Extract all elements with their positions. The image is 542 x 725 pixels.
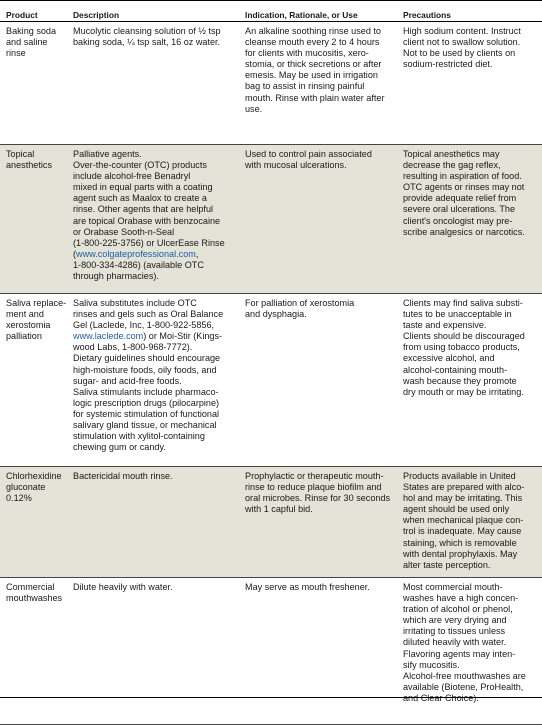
table-row <box>0 22 542 145</box>
cell-precautions <box>400 294 542 466</box>
cell-description <box>70 467 242 577</box>
cell-line: client not to swallow solution. <box>403 37 521 48</box>
cell-line: trol is inadequate. May cause <box>403 526 522 537</box>
cell-line: Commercial <box>6 582 55 592</box>
table-row <box>0 145 542 294</box>
header-indication: Indication, Rationale, or Use <box>245 10 358 20</box>
cell-line: excessive alcohol, and <box>403 353 495 364</box>
cell-line: use. <box>245 103 263 114</box>
cell-line: Products available in United <box>403 471 516 481</box>
cell-precautions <box>400 467 542 577</box>
cell-line: provide adequate relief from <box>403 193 517 204</box>
cell-precautions <box>400 22 542 144</box>
cell-indication <box>242 22 400 144</box>
cell-line: For palliation of xerostomia <box>245 298 355 308</box>
cell-line: available (Biotene, ProHealth, <box>403 681 524 692</box>
cell-line: Gel (Laclede, Inc, 1-800-922-5856, <box>73 320 215 331</box>
cell-line: Palliative agents. <box>73 149 142 159</box>
cell-line: 1-800-334-4286) (available OTC <box>73 259 204 270</box>
cell-line: mouthwashes <box>6 593 63 604</box>
cell-line: sugar- and acid-free foods. <box>73 375 182 386</box>
cell-line: Over-the-counter (OTC) products <box>73 160 207 171</box>
cell-line: scribe analgesics or narcotics. <box>403 226 525 237</box>
table-header <box>0 1 542 22</box>
cell-line: resulting in aspiration of food. <box>403 171 522 182</box>
header-precautions: Precautions <box>403 10 451 20</box>
cell-product <box>0 294 70 466</box>
cell-line: and saline <box>6 37 48 48</box>
cell-description <box>70 578 242 724</box>
cell-line: diluted heavily with water. <box>403 637 507 648</box>
cell-line: 0.12% <box>6 493 32 504</box>
cell-line: agent should be used only <box>403 504 510 515</box>
cell-line: May serve as mouth freshener. <box>245 582 370 592</box>
cell-line: Saliva replace- <box>6 298 67 308</box>
cell-line: are topical Orabase with benzocaine <box>73 215 221 226</box>
cell-line: Baking soda <box>6 26 57 36</box>
cell-line: and Clear Choice). <box>403 692 479 703</box>
cell-line: cleanse mouth every 2 to 4 hours <box>245 37 380 48</box>
cell-line: Bactericidal mouth rinse. <box>73 471 173 481</box>
cell-line: High sodium content. Instruct <box>403 26 521 36</box>
cell-line: mixed in equal parts with a coating <box>73 182 213 193</box>
cell-line: decrease the gag reflex, <box>403 160 501 171</box>
cell-line: or Orabase Sooth-n-Seal <box>73 226 175 237</box>
website-link[interactable]: www.colgateprofessional.com <box>76 248 196 259</box>
cell-indication <box>242 145 400 293</box>
cell-product <box>0 22 70 144</box>
website-link[interactable]: www.laclede.com <box>73 331 144 342</box>
cell-line: salivary gland tissue, or mechanical <box>73 420 217 431</box>
cell-line: include alcohol-free Benadryl <box>73 171 191 182</box>
cell-line: oral microbes. Rinse for 30 seconds <box>245 493 391 504</box>
cell-line: client's oncologist may pre- <box>403 215 513 226</box>
cell-line: logic prescription drugs (pilocarpine) <box>73 397 220 408</box>
cell-line: irritating to tissues unless <box>403 626 506 637</box>
cell-line: Topical anesthetics may <box>403 149 500 159</box>
cell-line: baking soda, ¼ tsp salt, 16 oz water. <box>73 37 221 48</box>
cell-product <box>0 467 70 577</box>
table-row <box>0 578 542 725</box>
table-row <box>0 467 542 578</box>
cell-line: agent such as Maalox to create a <box>73 193 207 204</box>
cell-line: States are prepared with alco- <box>403 482 525 493</box>
cell-line: emesis. May be used in irrigation <box>245 70 378 81</box>
cell-line: Prophylactic or therapeutic mouth- <box>245 471 384 481</box>
cell-line: ment and <box>6 309 44 320</box>
cell-line: which are very drying and <box>403 615 507 626</box>
cell-line: Flavoring agents may inten- <box>403 648 516 659</box>
cell-line: (1-800-225-3756) or UlcerEase Rinse <box>73 237 225 248</box>
cell-line: when mechanical plaque con- <box>403 515 524 526</box>
cell-line: Alcohol-free mouthwashes are <box>403 670 526 681</box>
cell-indication <box>242 467 400 577</box>
cell-line: for clients with mucositis, xero- <box>245 48 369 59</box>
cell-line: Not to be used by clients on <box>403 48 516 59</box>
cell-line: washes have a high concen- <box>403 593 519 604</box>
table-row <box>0 294 542 467</box>
cell-line <box>73 331 239 342</box>
cell-line: chewing gum or candy. <box>73 442 166 453</box>
cell-product <box>0 578 70 724</box>
cell-line: Used to control pain associated <box>245 149 372 159</box>
cell-description <box>70 22 242 144</box>
cell-line: wash because they promote <box>403 375 517 386</box>
cell-line: stomia, or thick secretions or after <box>245 59 382 70</box>
cell-line: for systemic stimulation of functional <box>73 408 220 419</box>
cell-line: sify mucositis. <box>403 659 460 670</box>
cell-line: taste and expensive. <box>403 320 487 331</box>
cell-description <box>70 145 242 293</box>
cell-line: rinse. Other agents that are helpful <box>73 204 214 215</box>
cell-product <box>0 145 70 293</box>
cell-precautions <box>400 145 542 293</box>
cell-line: Chlorhexidine <box>6 471 62 481</box>
cell-description <box>70 294 242 466</box>
cell-line: staining, which is removable <box>403 537 517 548</box>
line-text: ( <box>73 248 77 259</box>
cell-line: sodium-restricted diet. <box>403 59 493 70</box>
cell-line: palliation <box>6 331 42 342</box>
cell-line: Dilute heavily with water. <box>73 582 173 592</box>
header-description: Description <box>73 10 120 20</box>
cell-line: hol and may be irritating. This <box>403 493 523 504</box>
cell-line: Dietary guidelines should encourage <box>73 353 221 364</box>
cell-line: with 1 capful bid. <box>245 504 313 515</box>
cell-line: mouth. Rinse with plain water after <box>245 92 385 103</box>
cell-line: OTC agents or rinses may not <box>403 182 525 193</box>
cell-line: alter taste perception. <box>403 559 491 570</box>
cell-line: alcohol-containing mouth- <box>403 364 508 375</box>
cell-line: tutes to be unacceptable in <box>403 309 512 320</box>
cell-line: stimulation with xylitol-containing <box>73 431 205 442</box>
cell-line: xerostomia <box>6 320 51 331</box>
cell-line: with dental prophylaxis. May <box>403 548 518 559</box>
cell-line: rinse <box>6 48 26 59</box>
cell-line: and dysphagia. <box>245 309 307 320</box>
cell-line: with mucosal ulcerations. <box>245 160 347 171</box>
cell-line: rinse to reduce plaque biofilm and <box>245 482 382 493</box>
cell-line: Mucolytic cleansing solution of ½ tsp <box>73 26 221 36</box>
cell-line: rinses and gels such as Oral Balance <box>73 309 224 320</box>
cell-indication <box>242 578 400 724</box>
table-bottom-rule <box>0 697 542 698</box>
line-text: ) or Moi-Stir (Kings- <box>143 331 223 342</box>
cell-line: anesthetics <box>6 160 53 171</box>
cell-line: bag to assist in rinsing painful <box>245 81 365 92</box>
table-body <box>0 22 542 725</box>
cell-line: severe oral ulcerations. The <box>403 204 516 215</box>
cell-line: An alkaline soothing rinse used to <box>245 26 381 36</box>
cell-line: Topical <box>6 149 35 159</box>
cell-precautions <box>400 578 542 724</box>
cell-line: through pharmacies). <box>73 271 159 282</box>
cell-line: gluconate <box>6 482 46 493</box>
cell-line: high-moisture foods, oily foods, and <box>73 364 217 375</box>
cell-line: Saliva stimulants include pharmaco- <box>73 386 219 397</box>
cell-line: Most commercial mouth- <box>403 582 503 592</box>
cell-line: Saliva substitutes include OTC <box>73 298 197 308</box>
cell-line: from using tobacco products, <box>403 342 520 353</box>
cell-line: Clients may find saliva substi- <box>403 298 523 308</box>
cell-indication <box>242 294 400 466</box>
header-product: Product <box>6 10 38 20</box>
cell-line: tration of alcohol or phenol, <box>403 604 513 615</box>
cell-line: Clients should be discouraged <box>403 331 525 342</box>
cell-line: wood Labs, 1-800-968-7772). <box>73 342 193 353</box>
cell-line <box>73 249 239 260</box>
line-text: , <box>195 248 199 259</box>
cell-line: dry mouth or may be irritating. <box>403 386 524 397</box>
